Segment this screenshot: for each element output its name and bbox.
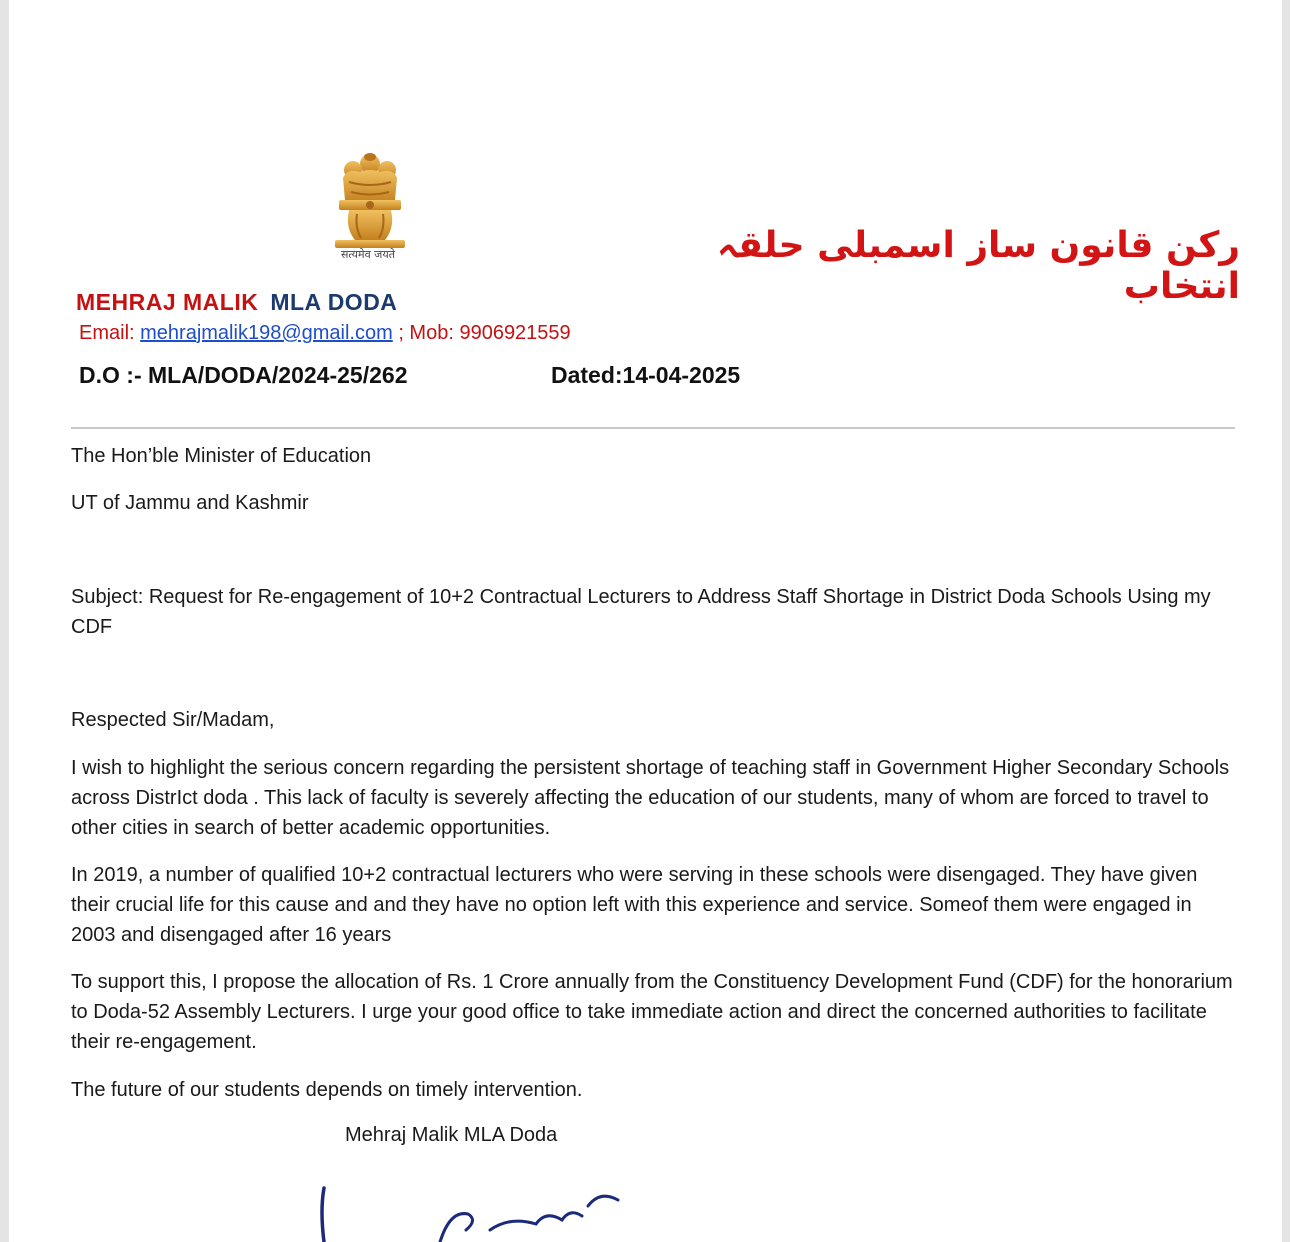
body-paragraph-1: I wish to highlight the serious concern regarding the persistent shortage of teaching staff in Government Higher Secondary Schools across DistrIct doda . This lack of faculty is severely affecting the education of our students, many of whom are forced to travel to other cities in search of better academic opportunities. — [71, 757, 1230, 839]
do-reference: D.O :- MLA/DODA/2024-25/262 — [79, 362, 408, 388]
sender-title: MLA DODA — [270, 289, 398, 315]
document-frame-left — [0, 0, 9, 1242]
emblem-motto: सत्यमेव जयते — [340, 248, 395, 261]
letterhead-name-line — [76, 289, 397, 316]
body-paragraph-3: To support this, I propose the allocation of Rs. 1 Crore annually from the Constituency Development Fund (CDF) for the honorarium to Doda-52 Assembly Lecturers. I urge your good office to take immediate action and direct the concerned authorities to facilitate their re-engagement. — [71, 971, 1233, 1053]
salutation: Respected Sir/Madam, — [71, 709, 275, 731]
contact-line — [79, 322, 571, 345]
signatory-name: Mehraj Malik MLA Doda — [345, 1124, 558, 1146]
sender-name: MEHRAJ MALIK — [76, 289, 259, 315]
handwritten-signature — [300, 1180, 640, 1242]
mobile-number: ; Mob: 9906921559 — [398, 322, 571, 344]
recipient-line-1: The Hon’ble Minister of Education — [71, 445, 372, 467]
email-link[interactable]: mehrajmalik198@gmail.com — [140, 322, 393, 344]
document-frame-right — [1282, 0, 1290, 1242]
header-divider — [71, 427, 1235, 429]
subject-line: Subject: Request for Re-engagement of 10+2 Contractual Lecturers to Address Staff Shortage in District Doda Schools Using my CDF — [71, 586, 1211, 638]
body-paragraph-2: In 2019, a number of qualified 10+2 contractual lecturers who were serving in these schools were disengaged. They have given their crucial life for this cause and and they have no option left with this experience and service. Someof them were engaged in 2003 and disengaged after 16 years — [71, 864, 1198, 946]
email-label: Email: — [79, 322, 135, 344]
recipient-line-2: UT of Jammu and Kashmir — [71, 492, 309, 514]
urdu-title: رکن قانون ساز اسمبلی حلقہ انتخاب — [716, 225, 1240, 307]
letter-date: Dated:14-04-2025 — [551, 362, 741, 388]
body-paragraph-4: The future of our students depends on timely intervention. — [71, 1079, 583, 1101]
